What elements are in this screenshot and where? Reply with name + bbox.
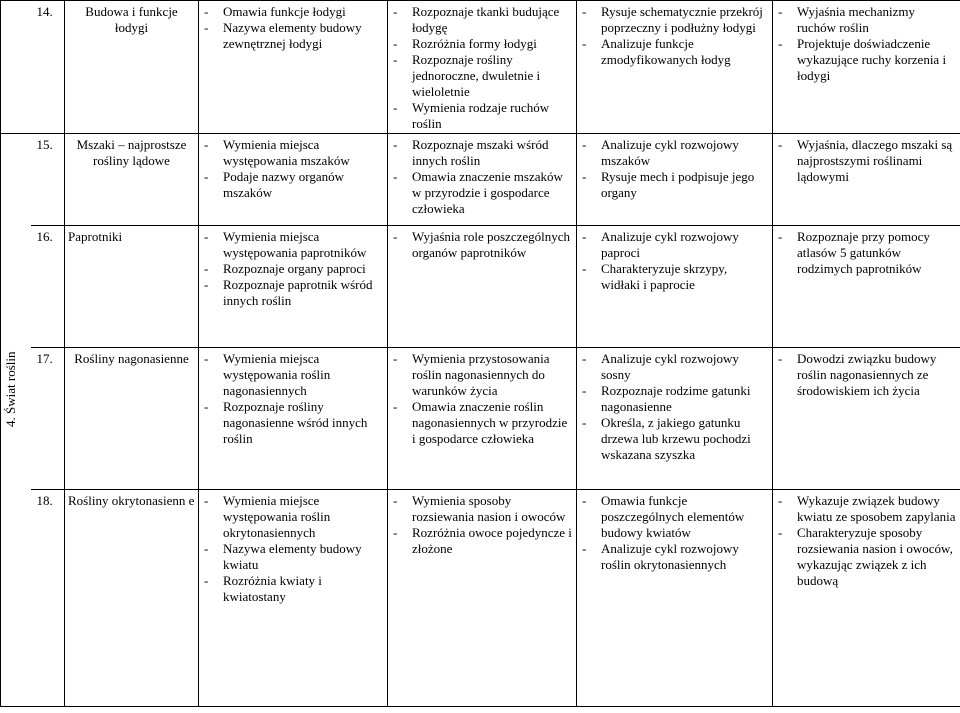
list-item-text: Określa, z jakiego gatunku drzewa lub krzewu pochodzi wskazana szyszka — [601, 415, 751, 462]
topic-cell — [65, 134, 199, 226]
requirements-list — [776, 4, 957, 84]
list-item-text: Charakteryzuje skrzypy, widłaki i paprocie — [601, 261, 728, 292]
requirements-list — [391, 4, 573, 132]
list-item-text: Nazywa elementy budowy zewnętrznej łodygi — [223, 20, 362, 51]
topic-title: Budowa i funkcje łodygi — [85, 4, 178, 35]
row-number: 14. — [31, 1, 65, 134]
list-item-text: Rozpoznaje mszaki wśród innych roślin — [412, 137, 549, 168]
requirements-list — [580, 4, 769, 68]
list-item — [391, 137, 573, 169]
list-item-text: Rysuje schematycznie przekrój poprzeczny i podłużny łodygi — [601, 4, 763, 35]
requirements-list — [391, 137, 573, 217]
list-item-text: Wymienia przystosowania roślin nagonasiennych do warunków życia — [412, 351, 550, 398]
topic-title: Paprotniki — [68, 229, 123, 244]
bullet-dash: - — [582, 36, 587, 51]
list-item — [580, 415, 769, 463]
list-item — [202, 493, 384, 541]
list-item-text: Wyjaśnia role poszczególnych organów paprotników — [412, 229, 571, 260]
list-item-text: Wyjaśnia, dlaczego mszaki są najprostszymi roślinami lądowymi — [797, 137, 953, 184]
bullet-dash: - — [204, 277, 209, 292]
list-item — [391, 169, 573, 217]
requirements-cell — [199, 490, 388, 707]
bullet-dash: - — [778, 4, 783, 19]
list-item-text: Nazywa elementy budowy kwiatu — [223, 541, 362, 572]
list-item — [202, 277, 384, 309]
list-item-text: Rozpoznaje rodzime gatunki nagonasienne — [601, 383, 751, 414]
bullet-dash: - — [393, 137, 398, 152]
row-number: 16. — [31, 226, 65, 348]
requirements-list — [580, 351, 769, 463]
list-item — [776, 525, 957, 589]
list-item-text: Projektuje doświadczenie wykazujące ruchy korzenia i łodygi — [797, 36, 947, 83]
bullet-dash: - — [204, 4, 209, 19]
requirements-list — [580, 229, 769, 293]
list-item-text: Rozpoznaje rośliny jednoroczne, dwuletnie i wieloletnie — [412, 52, 541, 99]
list-item — [202, 229, 384, 261]
list-item-text: Wymienia miejsce występowania roślin okrytonasiennych — [223, 493, 331, 540]
requirements-cell — [773, 348, 960, 490]
requirements-list — [580, 493, 769, 573]
list-item — [580, 261, 769, 293]
requirements-cell — [773, 226, 960, 348]
list-item — [776, 4, 957, 36]
list-item — [391, 351, 573, 399]
list-item-text: Charakteryzuje sposoby rozsiewania nasion i owoców, wykazując związek z ich budową — [797, 525, 953, 588]
bullet-dash: - — [778, 229, 783, 244]
bullet-dash: - — [582, 4, 587, 19]
requirements-list — [580, 137, 769, 201]
list-item-text: Rozpoznaje rośliny nagonasienne wśród innych roślin — [223, 399, 368, 446]
list-item — [776, 36, 957, 84]
bullet-dash: - — [204, 261, 209, 276]
bullet-dash: - — [204, 493, 209, 508]
bullet-dash: - — [204, 20, 209, 35]
list-item — [580, 351, 769, 383]
list-item — [202, 169, 384, 201]
topic-cell — [65, 348, 199, 490]
list-item-text: Rozpoznaje przy pomocy atlasów 5 gatunków rodzimych paprotników — [797, 229, 930, 276]
topic-cell — [65, 226, 199, 348]
bullet-dash: - — [393, 525, 398, 540]
row-number: 15. — [31, 134, 65, 226]
list-item-text: Rozróżnia kwiaty i kwiatostany — [223, 573, 322, 604]
bullet-dash: - — [393, 399, 398, 414]
list-item — [202, 541, 384, 573]
list-item — [202, 20, 384, 52]
list-item-text: Rozróżnia formy łodygi — [412, 36, 537, 51]
bullet-dash: - — [778, 36, 783, 51]
requirements-cell — [199, 226, 388, 348]
list-item-text: Wykazuje związek budowy kwiatu ze sposobem zapylania — [797, 493, 956, 524]
bullet-dash: - — [393, 4, 398, 19]
requirements-cell — [388, 1, 577, 134]
list-item — [580, 493, 769, 541]
bullet-dash: - — [393, 52, 398, 67]
list-item — [391, 229, 573, 261]
list-item — [202, 573, 384, 605]
bullet-dash: - — [393, 229, 398, 244]
bullet-dash: - — [393, 493, 398, 508]
table-row — [1, 134, 960, 226]
requirements-list — [776, 351, 957, 399]
list-item — [391, 36, 573, 52]
list-item — [580, 36, 769, 68]
requirements-cell — [199, 134, 388, 226]
requirements-cell — [199, 1, 388, 134]
bullet-dash: - — [582, 493, 587, 508]
list-item-text: Wymienia sposoby rozsiewania nasion i owoców — [412, 493, 566, 524]
list-item — [391, 52, 573, 100]
bullet-dash: - — [393, 36, 398, 51]
list-item-text: Analizuje cykl rozwojowy roślin okrytonasiennych — [601, 541, 739, 572]
requirements-cell — [199, 348, 388, 490]
requirements-cell — [577, 348, 773, 490]
bullet-dash: - — [582, 229, 587, 244]
requirements-list — [202, 351, 384, 447]
bullet-dash: - — [204, 399, 209, 414]
bullet-dash: - — [582, 261, 587, 276]
list-item — [776, 137, 957, 185]
requirements-list — [391, 493, 573, 557]
row-number: 17. — [31, 348, 65, 490]
list-item — [202, 351, 384, 399]
list-item — [202, 137, 384, 169]
list-item — [202, 399, 384, 447]
requirements-cell — [577, 490, 773, 707]
table-row — [1, 348, 960, 490]
list-item — [580, 541, 769, 573]
list-item — [391, 100, 573, 132]
bullet-dash: - — [582, 169, 587, 184]
list-item-text: Analizuje cykl rozwojowy mszaków — [601, 137, 739, 168]
requirements-cell — [577, 226, 773, 348]
list-item — [202, 4, 384, 20]
requirements-list — [776, 137, 957, 185]
bullet-dash: - — [204, 137, 209, 152]
list-item — [776, 229, 957, 277]
list-item-text: Rozpoznaje tkanki budujące łodygę — [412, 4, 560, 35]
list-item — [776, 493, 957, 525]
list-item-text: Analizuje funkcje zmodyfikowanych łodyg — [601, 36, 731, 67]
requirements-list — [202, 229, 384, 309]
bullet-dash: - — [778, 493, 783, 508]
list-item — [391, 399, 573, 447]
section-cell — [1, 134, 31, 707]
list-item — [580, 229, 769, 261]
list-item-text: Wymienia miejsca występowania paprotników — [223, 229, 367, 260]
bullet-dash: - — [204, 573, 209, 588]
bullet-dash: - — [204, 351, 209, 366]
list-item — [580, 383, 769, 415]
requirements-cell — [773, 134, 960, 226]
requirements-cell — [388, 348, 577, 490]
requirements-cell — [388, 490, 577, 707]
list-item-text: Omawia znaczenie mszaków w przyrodzie i gospodarce człowieka — [412, 169, 563, 216]
bullet-dash: - — [778, 525, 783, 540]
list-item-text: Omawia funkcje poszczególnych elementów budowy kwiatów — [601, 493, 745, 540]
requirements-list — [391, 351, 573, 447]
section-cell-empty — [1, 1, 31, 134]
requirements-cell — [388, 134, 577, 226]
bullet-dash: - — [582, 541, 587, 556]
list-item-text: Rozpoznaje paprotnik wśród innych roślin — [223, 277, 373, 308]
bullet-dash: - — [204, 229, 209, 244]
list-item-text: Dowodzi związku budowy roślin nagonasiennych ze środowiskiem ich życia — [797, 351, 937, 398]
topic-cell — [65, 490, 199, 707]
list-item-text: Rozpoznaje organy paproci — [223, 261, 366, 276]
list-item-text: Wymienia miejsca występowania mszaków — [223, 137, 350, 168]
requirements-cell — [773, 1, 960, 134]
row-number: 18. — [31, 490, 65, 707]
list-item-text: Rysuje mech i podpisuje jego organy — [601, 169, 755, 200]
bullet-dash: - — [393, 169, 398, 184]
list-item-text: Wyjaśnia mechanizmy ruchów roślin — [797, 4, 915, 35]
requirements-list — [202, 137, 384, 201]
topic-cell — [65, 1, 199, 134]
table-body — [1, 1, 960, 707]
bullet-dash: - — [204, 169, 209, 184]
list-item-text: Podaje nazwy organów mszaków — [223, 169, 345, 200]
topic-title: Rośliny okrytonasienn e — [68, 493, 195, 508]
requirements-cell — [577, 134, 773, 226]
list-item-text: Omawia znaczenie roślin nagonasiennych w przyrodzie i gospodarce człowieka — [412, 399, 568, 446]
requirements-cell — [773, 490, 960, 707]
bullet-dash: - — [778, 351, 783, 366]
list-item — [580, 169, 769, 201]
list-item — [776, 351, 957, 399]
requirements-cell — [388, 226, 577, 348]
requirements-list — [391, 229, 573, 261]
list-item — [391, 525, 573, 557]
topic-title: Mszaki – najprostsze rośliny lądowe — [76, 137, 187, 168]
table-row — [1, 1, 960, 134]
list-item-text: Rozróżnia owoce pojedyncze i złożone — [412, 525, 572, 556]
requirements-list — [202, 493, 384, 605]
list-item-text: Analizuje cykl rozwojowy paproci — [601, 229, 739, 260]
list-item-text: Analizuje cykl rozwojowy sosny — [601, 351, 739, 382]
list-item — [391, 4, 573, 36]
table-row — [1, 226, 960, 348]
bullet-dash: - — [393, 100, 398, 115]
bullet-dash: - — [582, 351, 587, 366]
list-item — [391, 493, 573, 525]
list-item-text: Omawia funkcje łodygi — [223, 4, 346, 19]
requirements-list — [776, 229, 957, 277]
list-item — [202, 261, 384, 277]
bullet-dash: - — [582, 415, 587, 430]
list-item-text: Wymienia rodzaje ruchów roślin — [412, 100, 550, 131]
bullet-dash: - — [582, 137, 587, 152]
bullet-dash: - — [582, 383, 587, 398]
requirements-list — [776, 493, 957, 589]
list-item-text: Wymienia miejsca występowania roślin nagonasiennych — [223, 351, 331, 398]
list-item — [580, 137, 769, 169]
requirements-list — [202, 4, 384, 52]
requirements-cell — [577, 1, 773, 134]
table-row — [1, 490, 960, 707]
section-label: 4. Świat roślin — [3, 351, 18, 427]
bullet-dash: - — [393, 351, 398, 366]
topic-title: Rośliny nagonasienne — [74, 351, 189, 366]
bullet-dash: - — [204, 541, 209, 556]
bullet-dash: - — [778, 137, 783, 152]
list-item — [580, 4, 769, 36]
